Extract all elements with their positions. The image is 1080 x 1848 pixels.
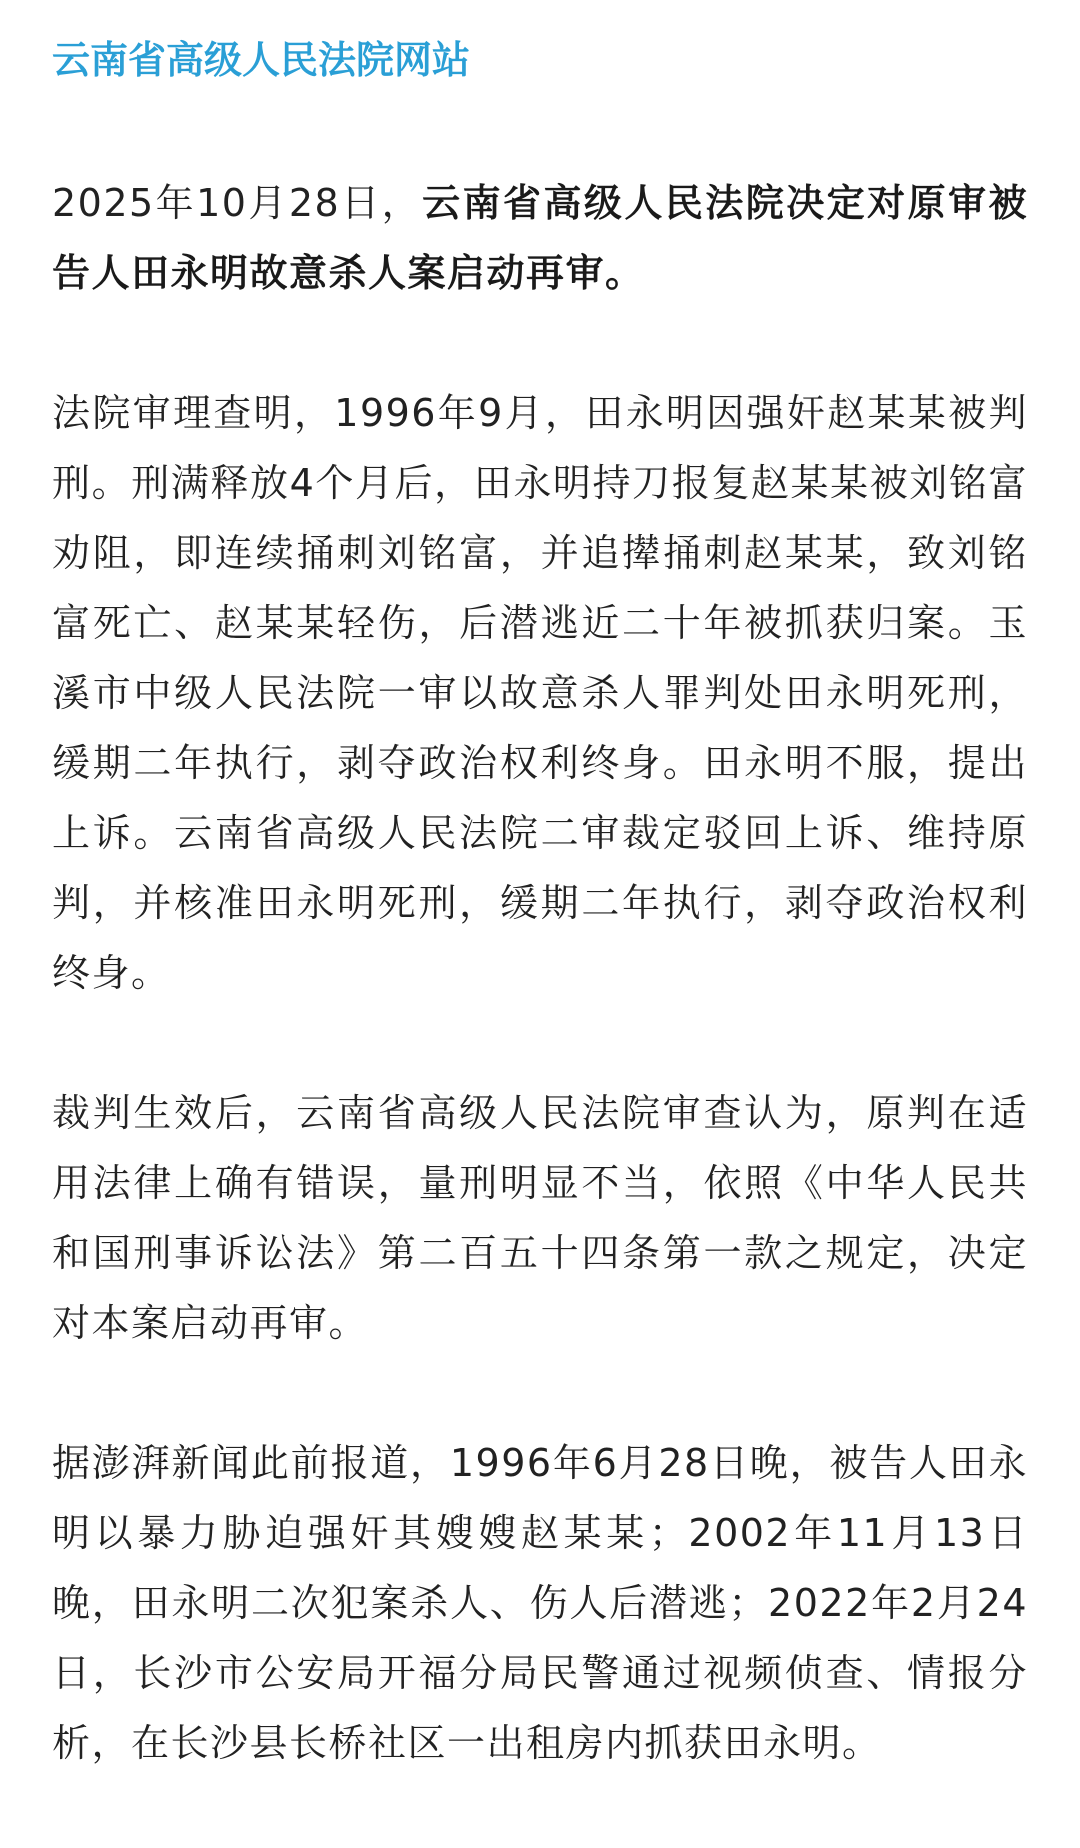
paragraph-case-facts: 法院审理查明，1996年9月，田永明因强奸赵某某被判刑。刑满释放4个月后，田永明持刀报复赵某某被刘铭富劝阻，即连续捅刺刘铭富，并追撵捅刺赵某某，致刘铭富死亡、赵某某轻伤，后潜逃近二十年被抓获归案。玉溪市中级人民法院一审以故意杀人罪判处田永明死刑，缓期二年执行，剥夺政治权利终身。田永明不服，提出上诉。云南省高级人民法院二审裁定驳回上诉、维持原判，并核准田永明死刑，缓期二年执行，剥夺政治权利终身。 <box>52 391 1028 995</box>
announcement-headline: 云南省高级人民法院决定对原审被告人田永明故意杀人案启动再审。 <box>52 181 1028 295</box>
paragraph-retrial-decision: 裁判生效后，云南省高级人民法院审查认为，原判在适用法律上确有错误，量刑明显不当，依照《中华人民共和国刑事诉讼法》第二百五十四条第一款之规定，决定对本案启动再审。 <box>52 1091 1028 1345</box>
paragraph-news-report: 据澎湃新闻此前报道，1996年6月28日晚，被告人田永明以暴力胁迫强奸其嫂嫂赵某某；2002年11月13日晚，田永明二次犯案杀人、伤人后潜逃；2022年2月24日，长沙市公安局开福分局民警通过视频侦查、情报分析，在长沙县长桥社区一出租房内抓获田永明。 <box>52 1441 1028 1765</box>
source-link[interactable]: 云南省高级人民法院网站 <box>52 38 471 82</box>
article-body <box>52 168 1028 1848</box>
paragraph-announcement <box>52 168 1028 308</box>
announcement-date: 2025年10月28日， <box>52 181 423 225</box>
